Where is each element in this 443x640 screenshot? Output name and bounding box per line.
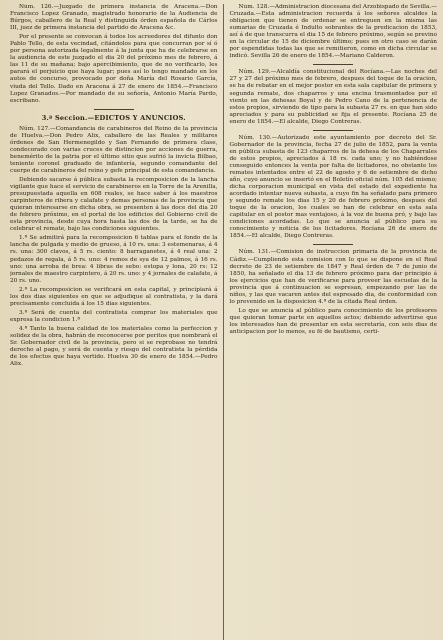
notice-127-heading: Núm. 127.—Comandancia de carabineros del Reino de la provincia de Huelva.—Don Pedro Alix, caballero de las Reales y militares órdenes de San Hermenegildo y San Fernando de primera clase, condecorado con varias cruces de distincion por acciones de guerra, benemérito de la patria por el último sitio que sufrió la invicta Bilbao, teniente coronel graduado de infantería, segundo comandante del cuerpo de carabineros del reino y gefe principal de esta comandancia. <box>10 125 218 174</box>
notice-129: Núm. 129.—Alcaldía constitucional del Rocíana.—Las noches del 27 y 27 del próximo mes de febrero, despues del toque de la oracion, se ha de rebatar en el mejor postor en esta sala capitular de primera y segunda remate, dos chaparros y una encina trasmontados por el viento en las dehesas Boyal y de Pedro Cano de la pertenencia de estos propios, sirviendo de tipo para la subasta 27 rs. en que han sido apreciados y para su publicidad se fija el presente. Rocíana 25 de enero de 1854.—El alcalde, Diego Contreras. <box>229 69 437 125</box>
notice-131-continued: Lo que se anuncia al público para conocimiento de los profesores que quieran tomar parte en aquellos actos; debiendo advertirse que los interesados han de presentar en esta secretaría, con seis dias de anticipacion por lo menos, su fé de bautismo, certi- <box>229 307 437 335</box>
notice-127-condition-3: 3.ª Será de cuenta del contratista comprar los materiales que expresa la condicion 1.ª <box>10 309 218 323</box>
notice-130: Núm. 130.—Autorizado este ayuntamiento por decreto del Sr. Gobernador de la provincia, fecha 27 de julio de 1852, para la venta en pública subasta de 123 chaparros de la dehesa de los Chaparrales de estos propios, apreciados á 18 rs. cada uno; y no habiéndose conseguido entonces la venta por falta de licitadores, no obstante los remates intentados entre el 22 de agosto y 6 de setiembre de dicho año, cuyo anuncio se insertó en el Boletín oficial núm. 105 del mismo; dicha corporacion municipal en vista del estado del expediente ha acordado intentar nueva subasta, a cuyo fin ha señalado para primero y segundo remate los dias 15 y 20 de febrero próximo, despues del toque de la oracion, los cuales se han de celebrar en esta sala capitular en el postor mas ventajoso, á la voz de buena pró, y bajo las condiciones acordadas. Lo que se anuncia al público para su conocimiento y noticia de los licitadores. Rocíana 26 de enero de 1854.—El alcalde, Diego Contreras. <box>229 134 437 240</box>
divider <box>313 244 353 245</box>
notice-127-condition-1: 1.ª Se admitirá para la recomposicion 6 tablas para el fondo de la lancha de pulgada y medio de grueso, á 10 rs. una: 3 estemenaras, á 4 rs. una: 300 clavos, á 5 rs. ciento: 8 barraganetes, á 4 real una: 2 pedazos de regala, á 5 rs. uno: 4 remos de sya de 12 palmos, á 16 rs. uno: una arroba de brea: 4 libras de sebo: estopa y lona, 20 rs: 12 jornales de maestro carpintero, á 20 rs. uno: y 4 jornales de calafate, á 20 rs. uno. <box>10 235 218 284</box>
left-column <box>10 4 223 640</box>
notice-127-body: Debiendo sacarse á pública subasta la recomposicion de la lancha vigilante que hace el servicio de carabineros en la Torre de la Arenilla, presupuestada aquella en 608 reales, se hace saber á los maestros carpinteros de ribera y calafate y demas personas de la provincia que quieran interesarse en dicha obra, se presenten á las doce del dia 20 de febrero próximo, en el portal de los edificios del Gobierno civil de esta provincia, desde cuya hora hasta las dos de la tarde, se ha de celebrar el remate, bajo las condiciones siguientes. <box>10 176 218 233</box>
divider <box>94 109 134 110</box>
notice-128: Núm. 128.—Administracion diocesana del Arzobispado de Sevilla.—Cruzada.—Esta administracion recuerda á los señores alcaldes la obligacion que tienen de ordenar se entreguen en la misma las sumarias de Cruzada é Indulto sobrantes de la predicacion de 1853, así á de que transcurra el dia 15 de febrero próximo, según se previno en la circular de 15 de diciembre último; pues en otro caso se darán por espendidas todas las que se remitieron, como en dicha circular se indicó. Sevilla 26 de enero de 1854.—Mariano Calderon. <box>229 4 437 60</box>
notice-126-body: Por el presente se convocan á todos los acreedores del difunto don Pablo Tello, de esta vecindad, citándolos para que concurran por sí ó por persona autorizada legalmente á la junta que ha de celebrarse en la audiencia de este juzgado el dia 20 del próximo mes de febrero, á las 11 de su mañana; bajo apercibimiento, que de no verificarlo, les parará el perjuicio que haya lugar; pues así lo tengo mandado en los autos de concurso, provocado por doña María del Rosario García, viuda del Tello. Dado en Aracena á 27 de enero de 1854.—Francisco Lopez Granados.—Por mandado de su señoría, Antonio María Pardo, escribano. <box>10 34 218 104</box>
divider <box>313 130 353 131</box>
notice-126-heading: Núm. 126.—Juzgado de primera instancia de Aracena.—Don Francisco Lopez Granado, magistrado honorario de la Audiencia de Búrgos, caballero de la Real y distinguida órden española de Cárlos III, juez de primera instancia del partido de Aracena &c. <box>10 4 218 32</box>
right-column <box>223 4 438 640</box>
divider <box>313 64 353 65</box>
section-heading: 3.ª Seccion.—EDICTOS Y ANUNCIOS. <box>41 113 186 122</box>
notice-127-condition-2: 2.ª La recomposicion se verificará en esta capital, y principiará á los dos dias siguientes en que se adjudique al contratista, y la dará precisamente concluida á los 15 dias siguientes. <box>10 286 218 307</box>
notice-131: Núm. 131.—Comision de instruccion primaria de la provincia de Cádiz.—Cumpliendo esta comision con lo que se dispone en el Real decreto de 23 de setiembre de 1847 y Real órden de 7 de junio de 1850, ha señalado el dia 13 de febrero próximo para dar principio á los ejercicios que han de verificarse para proveer las escuelas de la provincia que á continuacion se espresan, empezando por las de niños, y las que vacaren antes del espresado dia, de conformidad con lo prevenido en la disposicion 4.ª de la citada Real órden. <box>229 249 437 305</box>
notice-127-condition-4: 4.ª Tanto la buena calidad de los materiales como la perfeccion y solidez de la obra, habrán de reconocerse por peritos que nombrará el Sr. Gobernador civil de la provincia, pero si se reprobase no tendrá derecho al pago, y será de cuenta y riesgo del contratista la pérdida de los efectos que haya vertido. Huelva 30 de enero de 1854.—Pedro Alix. <box>10 325 218 368</box>
